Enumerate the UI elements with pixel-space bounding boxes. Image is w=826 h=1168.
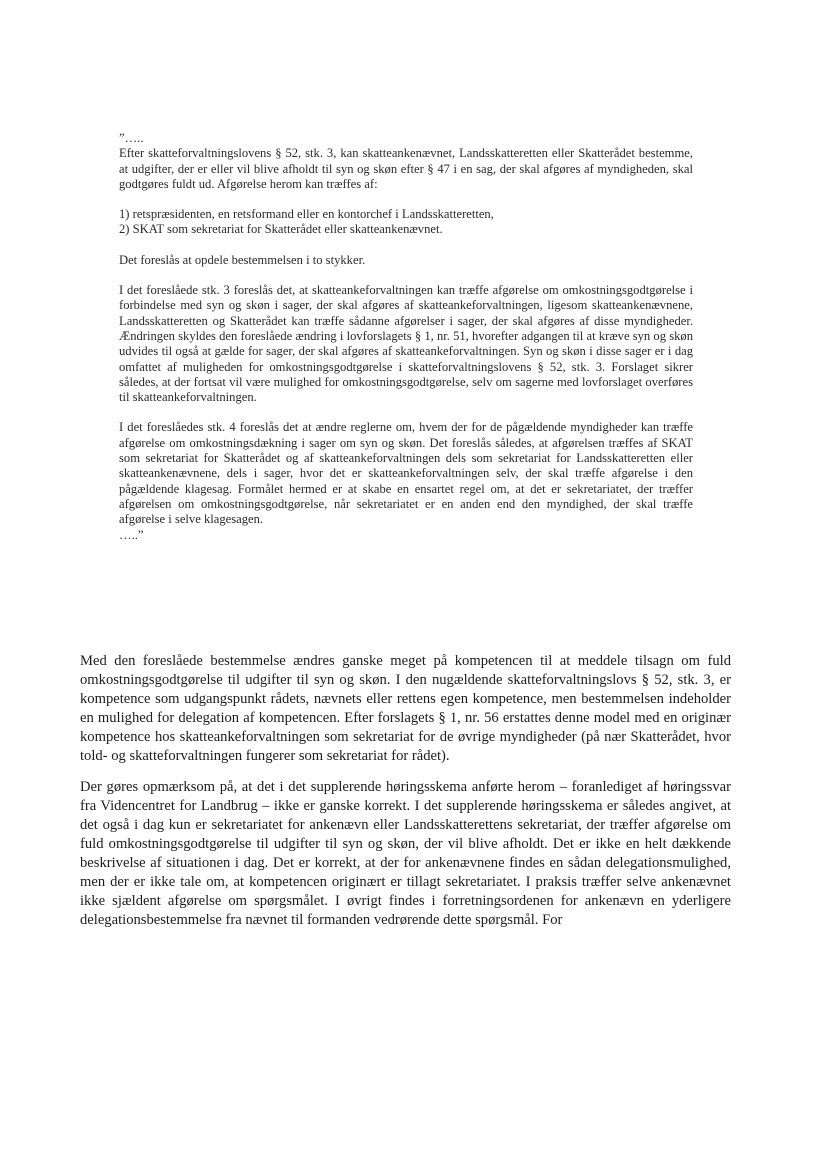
quote-list-item-1: 1) retspræsidenten, en retsformand eller en kontorchef i Landsskatteretten, <box>119 207 494 222</box>
quoted-section <box>119 131 693 543</box>
quote-open-mark: ”….. <box>119 131 144 145</box>
body-paragraph-1: Med den foreslåede bestemmelse ændres ganske meget på kompetencen til at meddele tilsagn om fuld omkostningsgodtgørelse til udgifter til syn og skøn. I den nugældende skatteforvaltningslovs § 52, stk. 3, er kompetence som udgangspunkt rådets, nævnets eller rettens egen kompetence, men bestemmelsen indeholder en mulighed for delegation af kompetencen. Efter forslagets § 1, nr. 56 erstattes denne model med en originær kompetence hos skatteankeforvaltningen som sekretariat for de øvrige myndigheder (på nær Skatterådet, hvor told- og skatteforvaltningen fungerer som sekretariat for rådet). <box>80 653 731 764</box>
body-paragraph-2: Der gøres opmærksom på, at det i det supplerende høringsskema anførte herom – foranlediget af høringssvar fra Videncentret for Landbrug – ikke er ganske korrekt. I det supplerende høringsskema er således angivet, at det også i dag kun er sekretariatet for ankenævn eller Landsskatterettens sekretariat, der træffer afgørelse om fuld omkostningsgodtgørelse til udgifter til syn og skøn, der vil blive afholdt. Det er ikke en helt dækkende beskrivelse af situationen i dag. Det er korrekt, at der for ankenævnene findes en sådan delegationsmulighed, men der er ikke tale om, at kompetencen originært er tillagt sekretariatet. I praksis træffer selve ankenævnet ikke sjældent afgørelse om spørgsmålet. I øvrigt findes i forretningsordenen for ankenævn en yderligere delegationsbestemmelse fra nævnet til formanden vedrørende dette spørgsmål. For <box>80 779 731 928</box>
body-text <box>80 652 731 930</box>
quote-split-paragraph: Det foreslås at opdele bestemmelsen i to stykker. <box>119 252 366 267</box>
quote-list-item-2: 2) SKAT som sekretariat for Skatterådet eller skatteankenævnet. <box>119 222 443 237</box>
quote-stk4-paragraph: I det foreslåedes stk. 4 foreslås det at ændre reglerne om, hvem der for de pågældende myndigheder kan træffe afgørelse om omkostningsdækning i sager om syn og skøn. Det foreslås således, at afgørelsen træffes af SKAT som sekretariat for Skatterådet og af skatteankeforvaltningen dels som sekretariat for Landsskatteretten eller skatteankenævnene, dels i sager, hvor det er skatteankeforvaltningen selv, der skal træffe afgørelse i den pågældende klagesag. Formålet hermed er at skabe en ensartet regel om, at det er sekretariatet, der træffer afgørelsen om omkostningsgodtgørelse, når sekretariatet er en anden end den myndighed, der skal træffe afgørelse i selve klagesagen. <box>119 420 693 527</box>
quote-intro-paragraph: Efter skatteforvaltningslovens § 52, stk. 3, kan skatteankenævnet, Landsskatteretten eller Skatterådet bestemme, at udgifter, der er eller vil blive afholdt til syn og skøn efter § 47 i en sag, der skal afgøres af myndigheden, skal godtgøres fuldt ud. Afgørelse herom kan træffes af: <box>119 146 693 191</box>
quote-stk3-paragraph: I det foreslåede stk. 3 foreslås det, at skatteankeforvaltningen kan træffe afgørelse om omkostningsgodtgørelse i forbindelse med syn og skøn i sager, der skal afgøres af skatteankeforvaltningen, ligesom skatteankenævnene, Landsskatteretten og Skatterådet kan træffe sådanne afgørelser i sager, der skal afgøres af disse myndigheder. Ændringen skyldes den foreslåede ændring i lovforslagets § 1, nr. 51, hvorefter adgangen til at kræve syn og skøn udvides til også at gælde for sager, der skal afgøres af skatteankeforvaltningen. Syn og skøn i disse sager er i dag omfattet af muligheden for omkostningsgodtgørelse i skatteforvaltningslovens § 52, stk. 3. Forslaget sikrer således, at der fortsat vil være mulighed for omkostningsgodtgørelse, selv om sagerne med lovforslaget overføres til skatteankeforvaltningen. <box>119 283 693 405</box>
quote-close-mark: …..” <box>119 527 144 542</box>
